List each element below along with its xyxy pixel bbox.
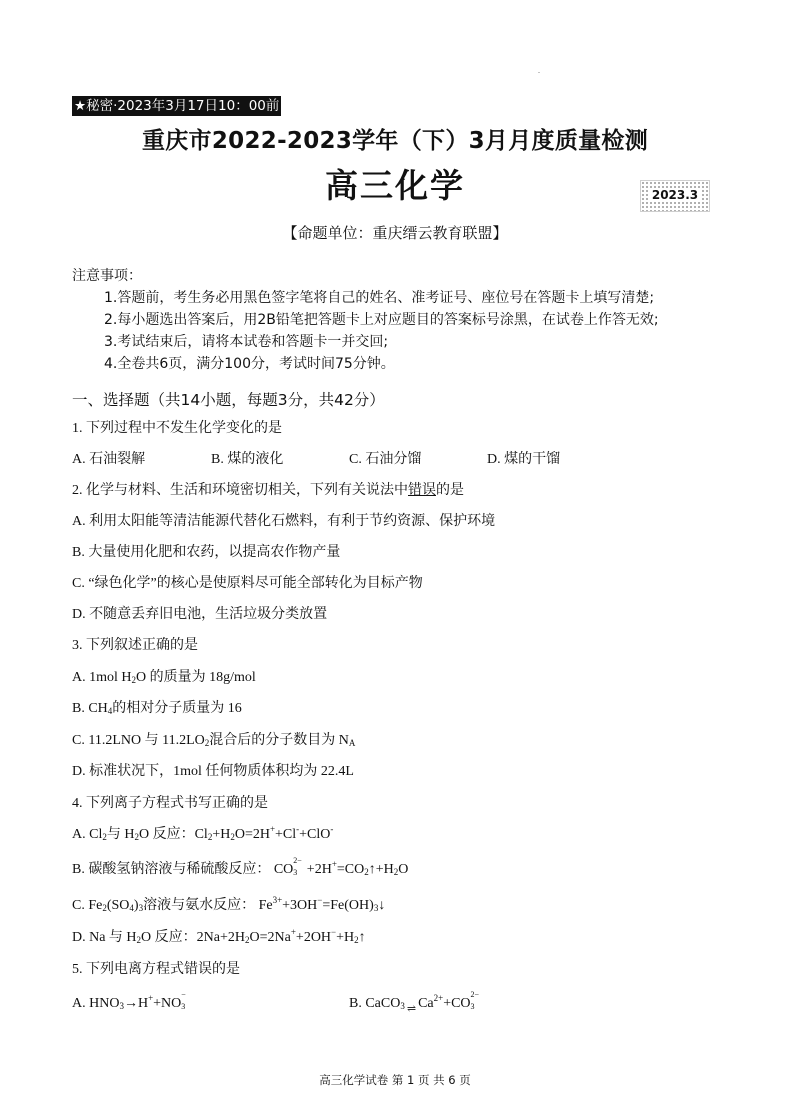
q1-option-b: B. 煤的液化 — [211, 452, 284, 467]
subscript: 2 — [134, 832, 139, 842]
text: →H — [123, 996, 149, 1011]
text: A. Cl — [72, 827, 103, 842]
subscript: 2 — [354, 935, 359, 945]
charge: 2− — [293, 855, 302, 865]
subscript: 2 — [131, 675, 136, 685]
subscript: 3 — [181, 1001, 186, 1011]
q4-option-d — [72, 926, 366, 946]
text: 与 H — [106, 827, 135, 842]
text: +H — [212, 827, 231, 842]
subscript: 2 — [207, 832, 213, 842]
notice-item: 3.考试结束后，请将本试卷和答题卡一并交回; — [104, 334, 389, 350]
exam-title: 重庆市2022-2023学年（下）3月月度质量检测 — [141, 128, 649, 154]
text: B. 碳酸氢钠溶液与稀硫酸反应： CO — [72, 862, 294, 877]
charge: 2− — [470, 989, 480, 999]
subscript: 4 — [129, 903, 134, 913]
confidential-banner: ★秘密·2023年3月17日10：00前 — [74, 98, 280, 114]
text: Ca — [418, 996, 434, 1011]
subscript: A — [348, 738, 356, 748]
q2-option-c: C. “绿色化学”的核心是使原料尽可能全部转化为目标产物 — [72, 576, 423, 591]
q4-option-a — [72, 823, 333, 843]
subscript: 2 — [102, 903, 107, 913]
text: A. HNO — [72, 996, 120, 1011]
text: ↓ — [378, 898, 386, 913]
subscript: 3 — [293, 867, 298, 877]
superscript: + — [269, 824, 276, 834]
text: (SO — [106, 898, 130, 913]
text: +3OH — [282, 898, 318, 913]
corner-mark: . — [538, 66, 540, 75]
charge-stack — [293, 855, 303, 877]
superscript: − — [317, 895, 323, 905]
superscript: + — [331, 859, 337, 869]
text: O 的质量为 18g/mol — [136, 670, 256, 685]
notice-item: 2.每小题选出答案后，用2B铅笔把答题卡上对应题目的答案标号涂黑，在试卷上作答无效; — [104, 312, 659, 328]
question-2-stem — [72, 479, 464, 499]
text: +2OH — [295, 930, 332, 945]
q5-option-b — [349, 989, 481, 1015]
subscript: 3 — [119, 1001, 124, 1011]
text: +ClO — [299, 827, 331, 842]
text: ↑+H — [368, 862, 394, 877]
subscript: 3 — [470, 1001, 475, 1011]
q2-option-a: A. 利用太阳能等清洁能源代替化石燃料，有利于节约资源、保护环境 — [72, 514, 496, 529]
text: O 反应：Cl — [138, 827, 208, 842]
text: 混合后的分子数目为 N — [209, 733, 349, 748]
subscript: 4 — [107, 706, 113, 716]
subject-title: 高三化学 — [325, 166, 465, 205]
subscript: 2 — [102, 832, 107, 842]
subscript: 2 — [204, 738, 210, 748]
q3-option-a — [72, 666, 256, 686]
text: B. CH — [72, 701, 108, 716]
text: D. Na 与 H — [72, 930, 137, 945]
text: O — [398, 862, 409, 877]
charge-stack — [470, 989, 481, 1011]
subscript: 3 — [400, 1001, 405, 1011]
q3-option-b — [72, 697, 242, 717]
superscript: − — [331, 927, 337, 937]
notice-title: 注意事项： — [72, 268, 142, 284]
page-footer: 高三化学试卷 第 1 页 共 6 页 — [319, 1073, 471, 1087]
text: C. Fe — [72, 898, 103, 913]
date-badge-text: 2023.3 — [649, 188, 701, 202]
charge: − — [181, 989, 186, 999]
text: +CO — [443, 996, 471, 1011]
question-4-stem: 4. 下列离子方程式书写正确的是 — [72, 796, 268, 811]
q2-stem-text: 2. 化学与材料、生活和环境密切相关，下列有关说法中 — [72, 483, 408, 498]
subscript: 2 — [364, 867, 369, 877]
charge-stack — [181, 989, 191, 1011]
notice-item: 4.全卷共6页，满分100分，考试时间75分钟。 — [104, 356, 395, 372]
text: B. CaCO — [349, 996, 401, 1011]
q2-stem-end: 的是 — [436, 483, 464, 498]
text: +NO — [153, 996, 182, 1011]
q2-stem-underlined: 错误 — [408, 483, 436, 498]
question-3-stem: 3. 下列叙述正确的是 — [72, 638, 198, 653]
text: =Fe(OH) — [322, 898, 374, 913]
text: O=2Na — [249, 930, 291, 945]
subscript: 2 — [393, 867, 399, 877]
text: A. 1mol H — [72, 670, 132, 685]
superscript: - — [296, 824, 300, 834]
section-heading: 一、选择题（共14小题，每题3分，共42分） — [72, 391, 385, 409]
q4-option-c — [72, 894, 385, 914]
issuing-unit: 【命题单位：重庆缙云教育联盟】 — [282, 224, 508, 242]
q4-option-b — [72, 855, 409, 878]
subscript: 2 — [245, 935, 250, 945]
superscript: - — [330, 824, 334, 834]
superscript: 2+ — [433, 993, 444, 1003]
subscript: 3 — [373, 903, 379, 913]
text: =CO — [336, 862, 365, 877]
question-5-stem: 5. 下列电离方程式错误的是 — [72, 962, 240, 977]
text: ↑ — [358, 930, 366, 945]
text: C. 11.2LNO 与 11.2LO — [72, 733, 205, 748]
question-1-stem: 1. 下列过程中不发生化学变化的是 — [72, 421, 282, 436]
text: 的相对分子质量为 16 — [112, 701, 242, 716]
text: O=2H — [234, 827, 270, 842]
subscript: 2 — [136, 935, 142, 945]
notice-item: 1.答题前，考生务必用黑色签字笔将自己的姓名、准考证号、座位号在答题卡上填写清楚; — [104, 290, 655, 306]
q1-option-c: C. 石油分馏 — [349, 452, 422, 467]
text: +Cl — [275, 827, 297, 842]
q3-option-d: D. 标准状况下，1mol 任何物质体积均为 22.4L — [72, 764, 354, 779]
text: +H — [336, 930, 355, 945]
q2-option-b: B. 大量使用化肥和农药，以提高农作物产量 — [72, 545, 341, 560]
text: +2H — [303, 862, 332, 877]
text: O 反应：2Na+2H — [141, 930, 245, 945]
superscript: 3+ — [272, 895, 283, 905]
subscript: 3 — [138, 903, 144, 913]
q3-option-c — [72, 729, 355, 749]
superscript: + — [148, 993, 154, 1003]
q1-option-d: D. 煤的干馏 — [487, 452, 561, 467]
q5-option-a — [72, 989, 191, 1012]
subscript: 2 — [230, 832, 235, 842]
text: 溶液与氨水反应： Fe — [143, 898, 273, 913]
date-badge — [640, 180, 710, 212]
text: ) — [133, 898, 139, 913]
reversible-arrow-icon: ⇌ — [406, 1003, 417, 1015]
superscript: + — [290, 927, 296, 937]
q2-option-d: D. 不随意丢弃旧电池，生活垃圾分类放置 — [72, 607, 328, 622]
q1-option-a: A. 石油裂解 — [72, 452, 146, 467]
